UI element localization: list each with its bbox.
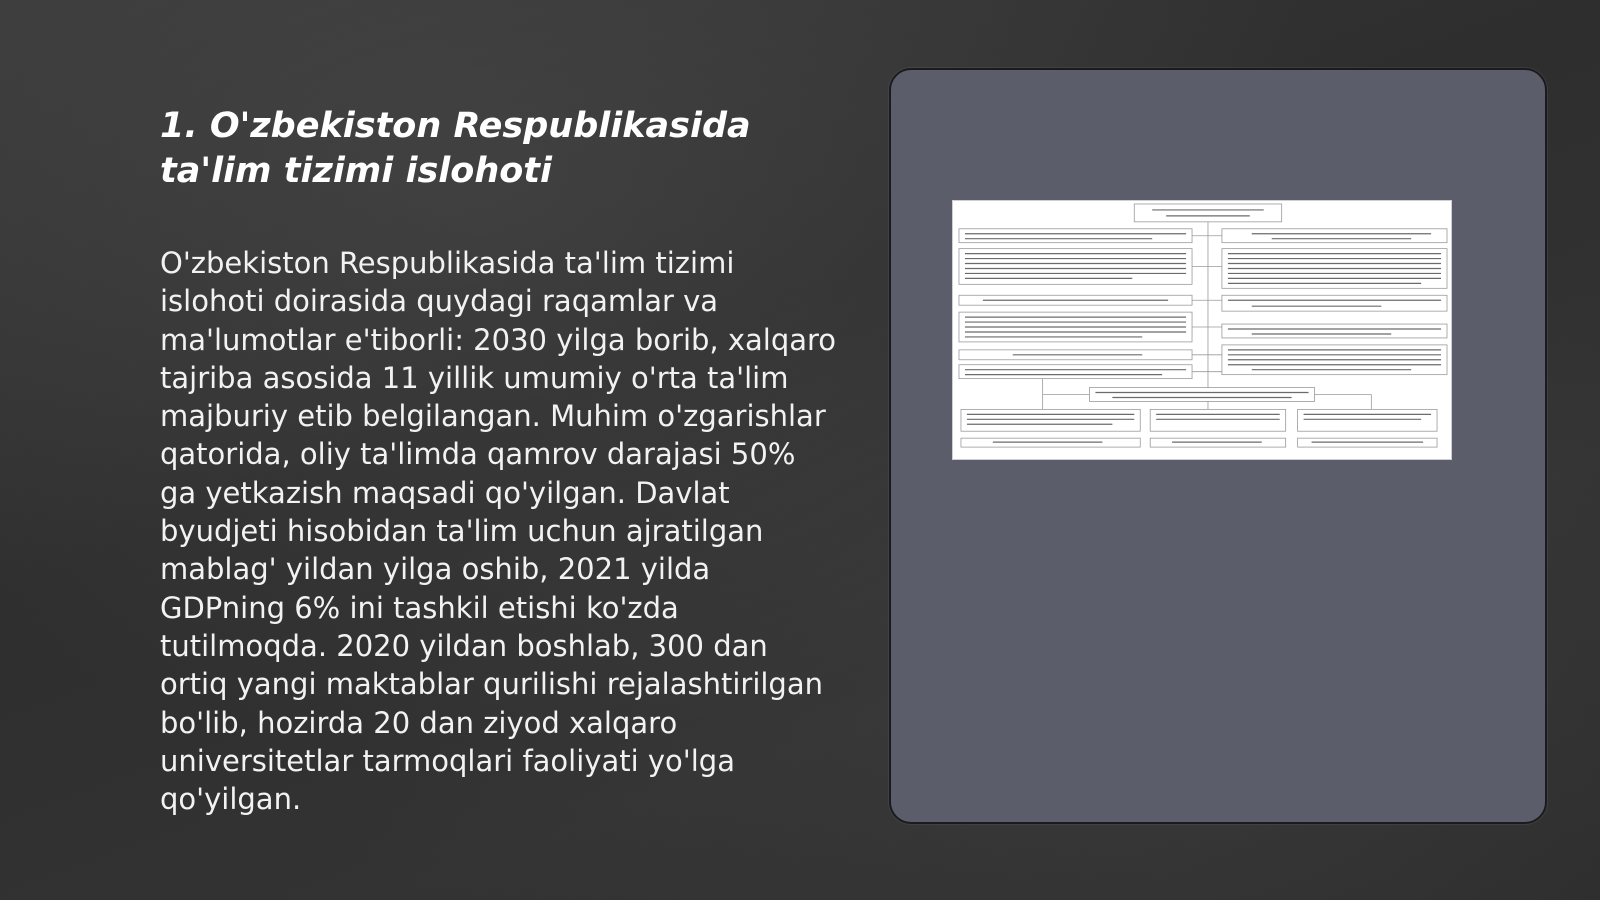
document-diagram-image [952,200,1452,460]
diagram-graphic [953,201,1451,459]
image-panel [889,68,1547,824]
slide-body-text: O'zbekiston Respublikasida ta'lim tizimi islohoti doirasida quydagi raqamlar va ma'lumotlar e'tiborli: 2030 yilga borib, xalqaro tajriba asosida 11 yillik umumiy o'rta ta'lim majburiy etib belgilangan. Muhim o'zgarishlar qatorida, oliy ta'limda qamrov darajasi 50% ga yetkazish maqsadi qo'yilgan. Davlat byudjeti hisobidan ta'lim uchun ajratilgan mablag' yildan yilga oshib, 2021 yilda GDPning 6% ini tashkil etishi ko'zda tutilmoqda. 2020 yildan boshlab, 300 dan ortiq yangi maktablar qurilishi rejalashtirilgan bo'lib, hozirda 20 dan ziyod xalqaro universitetlar tarmoqlari faoliyati yo'lga qo'yilgan. [160,246,837,817]
slide-title: 1. O'zbekiston Respublikasida ta'lim tizimi islohoti [160,106,751,191]
